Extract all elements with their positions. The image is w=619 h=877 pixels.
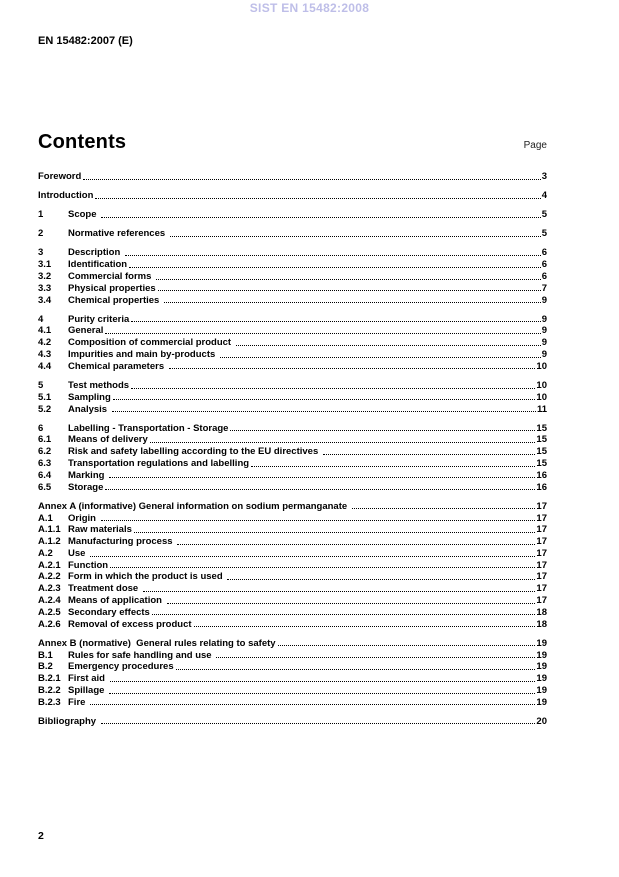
- dot-leader: [164, 302, 541, 303]
- toc-entry-number: A.2.6: [38, 618, 61, 630]
- toc-entry-number: 5: [38, 379, 44, 391]
- toc-entry-number: 4.2: [38, 337, 52, 349]
- toc-entry: [38, 501, 547, 513]
- toc-entry-page: 15: [536, 422, 547, 434]
- toc-entry-title: Analysis: [68, 403, 110, 415]
- toc-entry: [38, 283, 547, 295]
- dot-leader: [109, 693, 535, 694]
- toc-entry: [38, 434, 547, 446]
- toc-entry: [38, 209, 547, 221]
- toc-entry-number: 4.1: [38, 325, 52, 337]
- dot-leader: [109, 477, 535, 478]
- toc-entry-number: A.1.2: [38, 536, 61, 548]
- toc-entry: [38, 337, 547, 349]
- toc-entry-title: Means of application: [68, 595, 165, 607]
- dot-leader: [251, 466, 535, 467]
- dot-leader: [113, 399, 536, 400]
- toc-entry: [38, 524, 547, 536]
- toc-entry-page: 9: [541, 313, 547, 325]
- toc-entry-title: Scope: [68, 209, 100, 221]
- toc-entry-title: Removal of excess product: [68, 618, 192, 630]
- watermark-text: SIST EN 15482:2008: [249, 1, 370, 15]
- document-reference: EN 15482:2007 (E): [38, 35, 133, 47]
- toc-entry-number: 3: [38, 247, 44, 259]
- toc-entry-number: 6: [38, 422, 44, 434]
- toc-group: [38, 190, 547, 202]
- toc-entry-page: 17: [536, 547, 547, 559]
- toc-entry-number: A.1: [38, 512, 53, 524]
- toc-entry-number: 5.1: [38, 391, 52, 403]
- dot-leader: [90, 556, 535, 557]
- toc-entry: [38, 685, 547, 697]
- dot-leader: [105, 333, 540, 334]
- toc-entry: [38, 638, 547, 650]
- dot-leader: [131, 388, 535, 389]
- dot-leader: [152, 614, 536, 615]
- toc-entry-page: 16: [536, 481, 547, 493]
- toc-entry: [38, 482, 547, 494]
- toc-entry-title: Use: [68, 547, 89, 559]
- dot-leader: [216, 657, 535, 658]
- toc-entry-page: 20: [536, 715, 547, 727]
- dot-leader: [90, 704, 535, 705]
- toc-entry-number: 2: [38, 228, 44, 240]
- toc-entry-title: Bibliography: [38, 715, 99, 727]
- dot-leader: [101, 723, 536, 724]
- toc-entry-title: Secondary effects: [68, 606, 150, 618]
- toc-entry-title: General: [68, 325, 104, 337]
- toc-entry-title: Function: [68, 559, 109, 571]
- toc-entry-number: 4: [38, 313, 44, 325]
- toc-entry-number: 4.3: [38, 349, 52, 361]
- toc-entry-page: 6: [541, 270, 547, 282]
- toc-entry-title: Annex B (normative) General rules relating to safety: [38, 637, 276, 649]
- toc-entry: [38, 349, 547, 361]
- toc-entry: [38, 697, 547, 709]
- dot-leader: [131, 321, 540, 322]
- dot-leader: [158, 290, 541, 291]
- toc-entry-title: Chemical properties: [68, 294, 162, 306]
- toc-entry: [38, 619, 547, 631]
- toc-entry-page: 9: [541, 349, 547, 361]
- toc-entry-number: A.2: [38, 547, 53, 559]
- toc-entry-page: 9: [541, 337, 547, 349]
- toc-entry-page: 16: [536, 469, 547, 481]
- toc-entry-title: Raw materials: [68, 524, 132, 536]
- toc-entry-title: Spillage: [68, 684, 108, 696]
- toc-entry: [38, 560, 547, 572]
- toc-entry: [38, 247, 547, 259]
- dot-leader: [95, 198, 540, 199]
- toc-entry-page: 7: [541, 282, 547, 294]
- toc-entry-page: 17: [536, 559, 547, 571]
- toc-entry-number: 6.1: [38, 434, 52, 446]
- toc-entry-number: 6.4: [38, 469, 52, 481]
- toc-entry-page: 15: [536, 434, 547, 446]
- page-column-label: Page: [523, 140, 547, 151]
- toc-entry-title: Purity criteria: [68, 313, 130, 325]
- toc-group: [38, 716, 547, 728]
- table-of-contents: [38, 171, 547, 728]
- toc-entry-page: 9: [541, 325, 547, 337]
- toc-entry-number: A.2.2: [38, 571, 61, 583]
- toc-entry: [38, 716, 547, 728]
- toc-entry: [38, 190, 547, 202]
- toc-entry-page: 17: [536, 524, 547, 536]
- dot-leader: [143, 591, 536, 592]
- toc-entry: [38, 607, 547, 619]
- toc-entry: [38, 673, 547, 685]
- toc-entry-number: B.1: [38, 649, 53, 661]
- toc-entry-title: Labelling - Transportation - Storage: [68, 422, 229, 434]
- toc-entry: [38, 513, 547, 525]
- toc-entry-title: Marking: [68, 469, 108, 481]
- toc-entry: [38, 361, 547, 373]
- toc-group: [38, 423, 547, 494]
- toc-entry: [38, 314, 547, 326]
- toc-entry-page: 17: [536, 583, 547, 595]
- toc-entry: [38, 595, 547, 607]
- toc-entry-page: 19: [536, 661, 547, 673]
- dot-leader: [101, 520, 536, 521]
- toc-entry-page: 18: [536, 606, 547, 618]
- contents-title: Contents: [38, 131, 127, 153]
- toc-entry-title: Normative references: [68, 228, 168, 240]
- toc-entry-page: 18: [536, 618, 547, 630]
- toc-entry-page: 5: [541, 228, 547, 240]
- toc-entry-number: 1: [38, 209, 44, 221]
- toc-entry-number: 6.2: [38, 446, 52, 458]
- dot-leader: [156, 279, 541, 280]
- toc-entry-title: Origin: [68, 512, 99, 524]
- toc-entry-title: Manufacturing process: [68, 536, 176, 548]
- dot-leader: [101, 217, 541, 218]
- toc-entry: [38, 325, 547, 337]
- toc-group: [38, 247, 547, 306]
- dot-leader: [176, 669, 536, 670]
- toc-entry: [38, 404, 547, 416]
- toc-entry-page: 19: [536, 696, 547, 708]
- dot-leader: [134, 532, 536, 533]
- toc-entry: [38, 571, 547, 583]
- toc-entry-title: Means of delivery: [68, 434, 148, 446]
- toc-entry-page: 4: [541, 190, 547, 202]
- toc-group: [38, 638, 547, 709]
- toc-entry-page: 19: [536, 649, 547, 661]
- toc-entry: [38, 458, 547, 470]
- toc-entry-title: Rules for safe handling and use: [68, 649, 215, 661]
- toc-entry-page: 19: [536, 673, 547, 685]
- toc-entry-title: Physical properties: [68, 282, 156, 294]
- toc-entry-title: Composition of commercial product: [68, 337, 234, 349]
- dot-leader: [220, 357, 541, 358]
- toc-entry-page: 17: [536, 571, 547, 583]
- toc-entry: [38, 295, 547, 307]
- dot-leader: [230, 430, 535, 431]
- toc-entry: [38, 548, 547, 560]
- toc-entry-page: 19: [536, 684, 547, 696]
- dot-leader: [352, 508, 536, 509]
- dot-leader: [105, 489, 535, 490]
- toc-entry-title: Chemical parameters: [68, 360, 167, 372]
- toc-entry-number: B.2.2: [38, 684, 61, 696]
- toc-entry-title: Risk and safety labelling according to the EU directives: [68, 446, 321, 458]
- dot-leader: [112, 411, 536, 412]
- dot-leader: [169, 368, 536, 369]
- dot-leader: [236, 345, 541, 346]
- toc-entry-page: 19: [536, 637, 547, 649]
- dot-leader: [170, 236, 541, 237]
- dot-leader: [125, 255, 541, 256]
- page-number: 2: [38, 830, 44, 842]
- toc-entry-number: A.2.1: [38, 559, 61, 571]
- toc-entry-title: Description: [68, 247, 123, 259]
- toc-entry-number: 6.3: [38, 458, 52, 470]
- toc-entry-page: 10: [536, 391, 547, 403]
- toc-entry-title: Fire: [68, 696, 89, 708]
- toc-entry-title: Treatment dose: [68, 583, 141, 595]
- toc-entry: [38, 380, 547, 392]
- toc-entry-title: Commercial forms: [68, 270, 155, 282]
- toc-entry: [38, 470, 547, 482]
- toc-entry: [38, 661, 547, 673]
- dot-leader: [129, 267, 541, 268]
- toc-entry-title: Annex A (informative) General information on sodium permanganate: [38, 500, 350, 512]
- dot-leader: [110, 681, 536, 682]
- toc-group: [38, 501, 547, 631]
- toc-entry-page: 15: [536, 446, 547, 458]
- toc-entry-page: 17: [536, 595, 547, 607]
- dot-leader: [323, 454, 536, 455]
- toc-entry-page: 6: [541, 259, 547, 271]
- contents-header: [38, 131, 547, 154]
- toc-entry-title: Sampling: [68, 391, 111, 403]
- toc-entry-page: 11: [536, 403, 547, 415]
- toc-group: [38, 314, 547, 373]
- toc-entry-number: 5.2: [38, 403, 52, 415]
- toc-entry-title: Identification: [68, 259, 128, 271]
- toc-group: [38, 171, 547, 183]
- toc-group: [38, 209, 547, 221]
- toc-entry: [38, 171, 547, 183]
- toc-entry-number: A.1.1: [38, 524, 61, 536]
- toc-entry-page: 17: [536, 512, 547, 524]
- toc-group: [38, 228, 547, 240]
- dot-leader: [110, 567, 535, 568]
- toc-entry-page: 10: [536, 360, 547, 372]
- toc-entry-title: Introduction: [38, 190, 94, 202]
- toc-entry-title: Form in which the product is used: [68, 571, 226, 583]
- toc-entry-number: 3.1: [38, 259, 52, 271]
- toc-entry-title: Storage: [68, 481, 104, 493]
- toc-entry-title: First aid: [68, 673, 108, 685]
- toc-entry-number: A.2.3: [38, 583, 61, 595]
- toc-entry-page: 10: [536, 379, 547, 391]
- dot-leader: [167, 603, 536, 604]
- dot-leader: [194, 626, 536, 627]
- toc-entry-page: 5: [541, 209, 547, 221]
- toc-entry-number: B.2.3: [38, 696, 61, 708]
- toc-entry-title: Transportation regulations and labelling: [68, 458, 250, 470]
- toc-entry: [38, 271, 547, 283]
- dot-leader: [278, 645, 536, 646]
- toc-entry: [38, 583, 547, 595]
- toc-entry-number: 3.2: [38, 270, 52, 282]
- toc-entry-page: 17: [536, 500, 547, 512]
- toc-group: [38, 380, 547, 415]
- toc-entry-title: Test methods: [68, 379, 130, 391]
- toc-entry-page: 3: [541, 171, 547, 182]
- toc-entry: [38, 446, 547, 458]
- toc-entry: [38, 259, 547, 271]
- dot-leader: [150, 442, 536, 443]
- toc-entry-number: A.2.5: [38, 606, 61, 618]
- toc-entry-number: 3.4: [38, 294, 52, 306]
- toc-entry-number: B.2.1: [38, 673, 61, 685]
- toc-entry-page: 17: [536, 536, 547, 548]
- toc-entry-title: Emergency procedures: [68, 661, 174, 673]
- toc-entry: [38, 228, 547, 240]
- toc-entry-title: Impurities and main by-products: [68, 349, 218, 361]
- toc-entry: [38, 650, 547, 662]
- toc-entry-number: B.2: [38, 661, 53, 673]
- dot-leader: [83, 179, 540, 180]
- toc-entry: [38, 536, 547, 548]
- toc-entry-number: 6.5: [38, 481, 52, 493]
- toc-entry-page: 9: [541, 294, 547, 306]
- toc-entry-page: 15: [536, 458, 547, 470]
- dot-leader: [227, 579, 535, 580]
- dot-leader: [177, 544, 535, 545]
- toc-entry-number: 3.3: [38, 282, 52, 294]
- toc-entry: [38, 392, 547, 404]
- toc-entry-page: 6: [541, 247, 547, 259]
- toc-entry-title: Foreword: [38, 171, 82, 182]
- toc-entry-number: A.2.4: [38, 595, 61, 607]
- toc-entry: [38, 423, 547, 435]
- toc-entry-number: 4.4: [38, 360, 52, 372]
